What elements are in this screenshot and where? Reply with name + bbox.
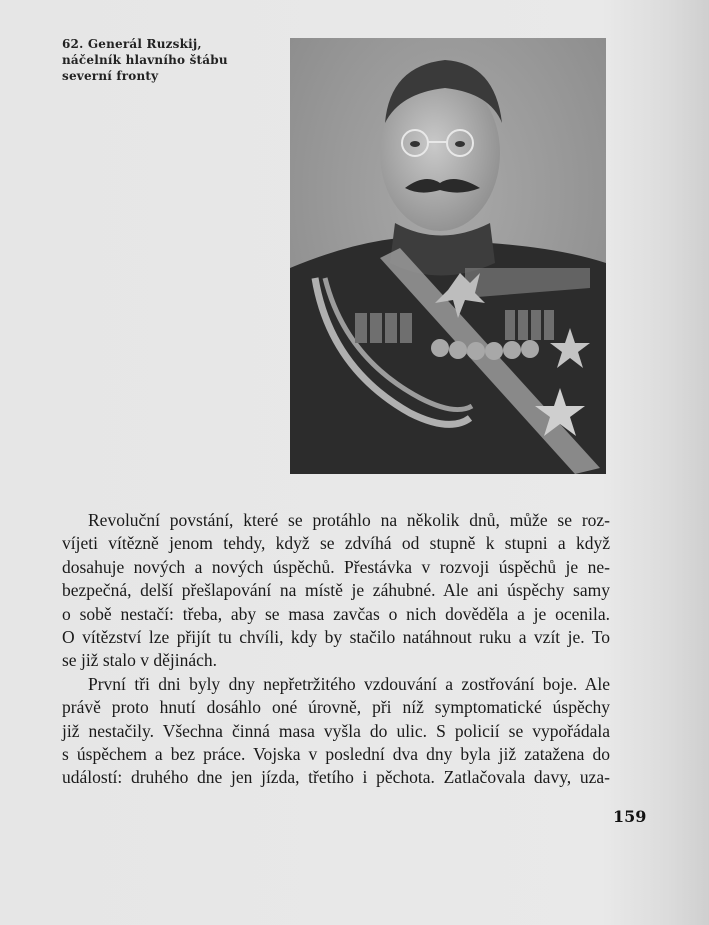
caption-line: 62. Generál Ruzskij, [62,37,202,51]
portrait-illustration [290,38,606,474]
text-line: s úspěchem a bez práce. Vojska v poslední dva dny byla již zatažena do [62,744,610,765]
figure-caption [62,36,282,84]
text-line: bezpečná, delší přešlapování na místě je záhubné. Ale ani úspěchy samy [62,580,610,601]
text-line: událostí: druhého dne jen jízda, třetího i pěchota. Zatlačovala davy, uza- [62,767,610,788]
text-line: O vítězství lze přijít tu chvíli, kdy by stačilo natáhnout ruku a vzít je. To [62,627,610,648]
caption-line: severní fronty [62,69,159,83]
text-line: dosahuje nových a nových úspěchů. Přestávka v rozvoji úspěchů je ne- [62,556,610,577]
page-number: 159 [613,807,647,826]
text-line: o sobě nestačí: třeba, aby se masa zavčas o nich dověděla a je ocenila. [62,603,610,624]
text-line: víjeti vítězně jenom tehdy, když se zdvíhá od stupně k stupni a když [62,533,610,554]
text-line: již nestačily. Všechna činná masa vyšla do ulic. S policií se vypořádala [62,720,610,741]
portrait-photo [290,38,606,474]
text-line: Revoluční povstání, které se protáhlo na několik dnů, může se roz- [88,510,610,530]
body-text [62,509,610,790]
text-line: právě proto hnutí dosáhlo oné úrovně, při níž symptomatické úspěchy [62,697,610,718]
caption-line: náčelník hlavního štábu [62,53,228,67]
text-line: se již stalo v dějinách. [62,650,218,671]
text-line: První tři dni byly dny nepřetržitého vzdouvání a zostřování boje. Ale [88,673,610,694]
paragraph [62,509,610,673]
paragraph [62,673,610,790]
